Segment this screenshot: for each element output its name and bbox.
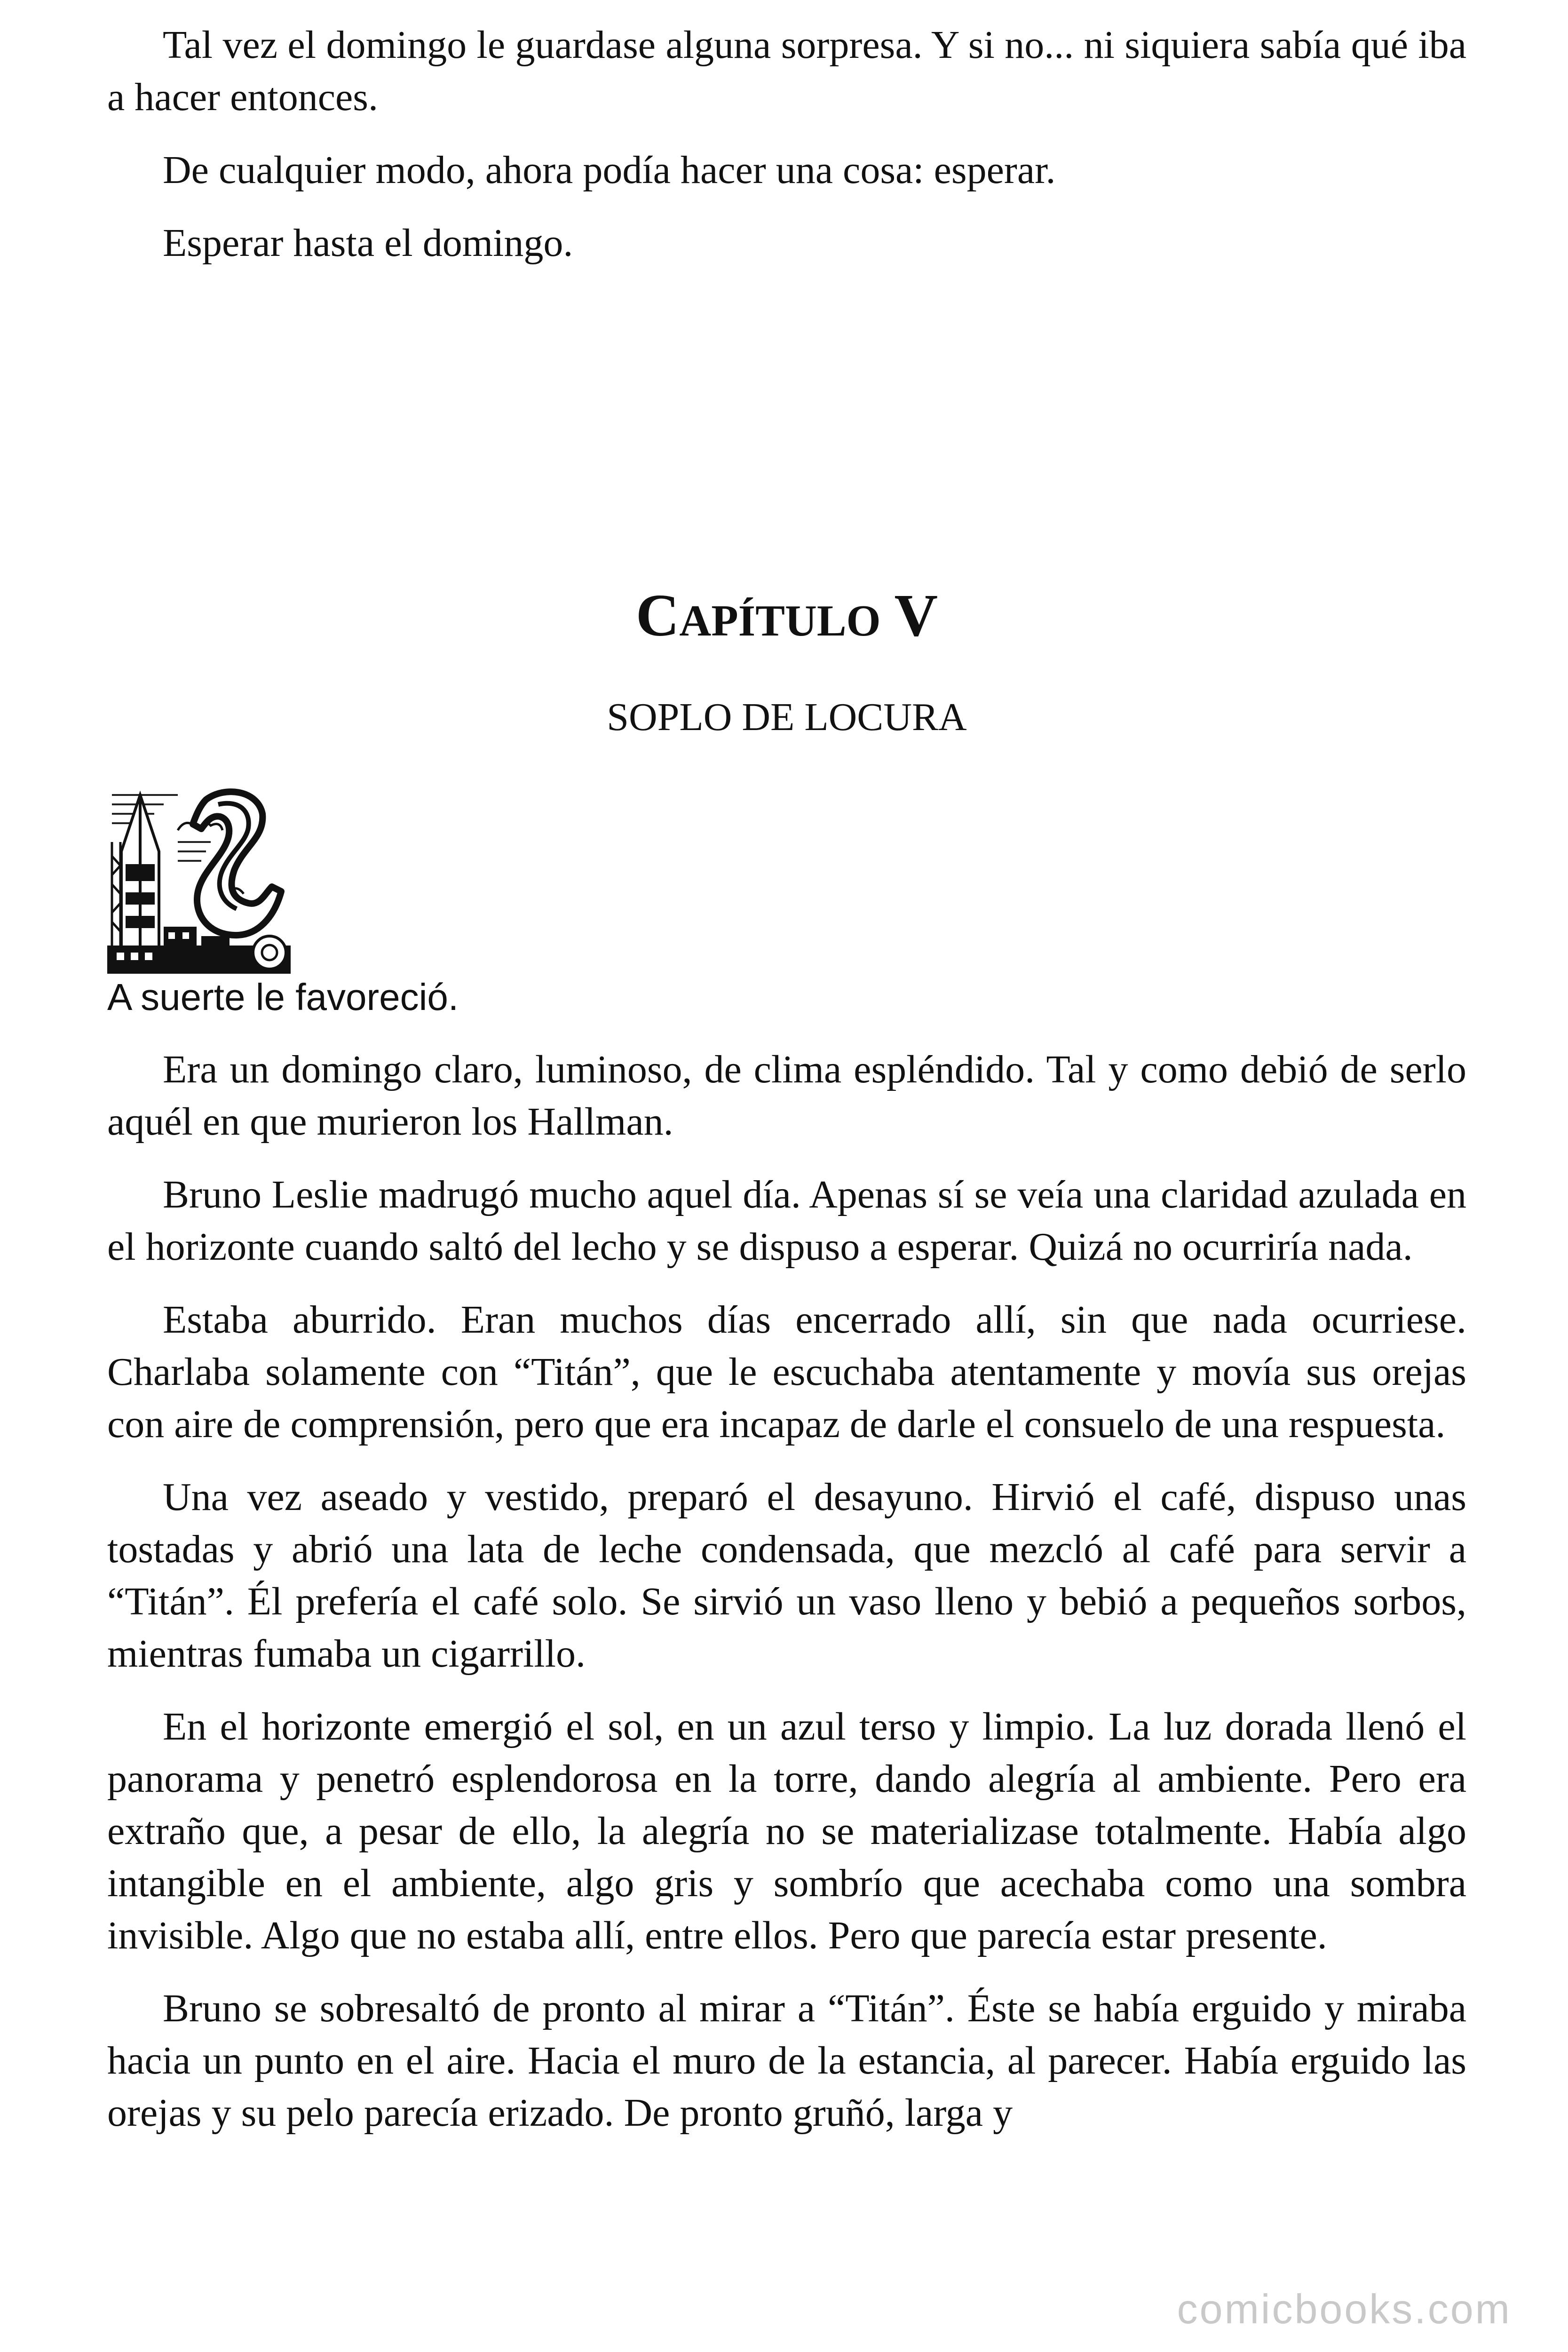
paragraph: Era un domingo claro, luminoso, de clima espléndido. Tal y como debió de serlo aquél en que murieron los Hallman. [107, 1048, 1466, 1144]
top-text-block [107, 19, 1466, 290]
paragraph: En el horizonte emergió el sol, en un azul terso y limpio. La luz dorada llenó el panorama y penetró esplendorosa en la torre, dando alegría al ambiente. Pero era extraño que, a pesar de ello, la alegría no se materializase totalmente. Había algo intangible en el ambiente, algo gris y sombrío que acechaba como una sombra invisible. Algo que no estaba allí, entre ellos. Pero que parecía estar presente. [107, 1705, 1466, 1957]
paragraph: Bruno se sobresaltó de pronto al mirar a “Titán”. Éste se había erguido y miraba hacia un punto en el aire. Hacia el muro de la estancia, al parecer. Había erguido las orejas y su pelo parecía erizado. De pronto gruñó, larga y [107, 1986, 1466, 2135]
chapter-title-rest: APÍTULO [679, 596, 881, 645]
paragraph: De cualquier modo, ahora podía hacer una cosa: esperar. [163, 148, 1056, 192]
chapter-title [107, 582, 1466, 654]
body-text-block [107, 1043, 1466, 2160]
paragraph: Tal vez el domingo le guardase alguna sorpresa. Y si no... ni siquiera sabía qué iba a hacer entonces. [107, 23, 1466, 119]
paragraph: Una vez aseado y vestido, preparó el desayuno. Hirvió el café, dispuso unas tostadas y abrió una lata de leche condensada, que mezcló al café para servir a “Titán”. Él prefería el café solo. Se sirvió un vaso lleno y bebió a pequeños sorbos, mientras fumaba un cigarrillo. [107, 1475, 1466, 1676]
paragraph: Estaba aburrido. Eran muchos días encerrado allí, sin que nada ocurriese. Charlaba solamente con “Titán”, que le escuchaba atentamente y movía sus orejas con aire de comprensión, pero que era incapaz de darle el consuelo de una respuesta. [107, 1298, 1466, 1446]
paragraph: Esperar hasta el domingo. [163, 221, 573, 265]
chapter-title-numeral: V [894, 582, 938, 649]
dropcap-illustration [107, 786, 291, 974]
paragraph: Bruno Leslie madrugó mucho aquel día. Apenas sí se veía una claridad azulada en el horizonte cuando saltó del lecho y se dispuso a esperar. Quizá no ocurriría nada. [107, 1173, 1466, 1269]
chapter-subtitle: SOPLO DE LOCURA [607, 695, 967, 739]
dropcap-line: A suerte le favoreció. [107, 976, 459, 1018]
chapter-title-initial: C [635, 582, 680, 649]
watermark: comicbooks.com [1177, 2286, 1512, 2332]
rocket-illustration-icon [107, 786, 291, 974]
